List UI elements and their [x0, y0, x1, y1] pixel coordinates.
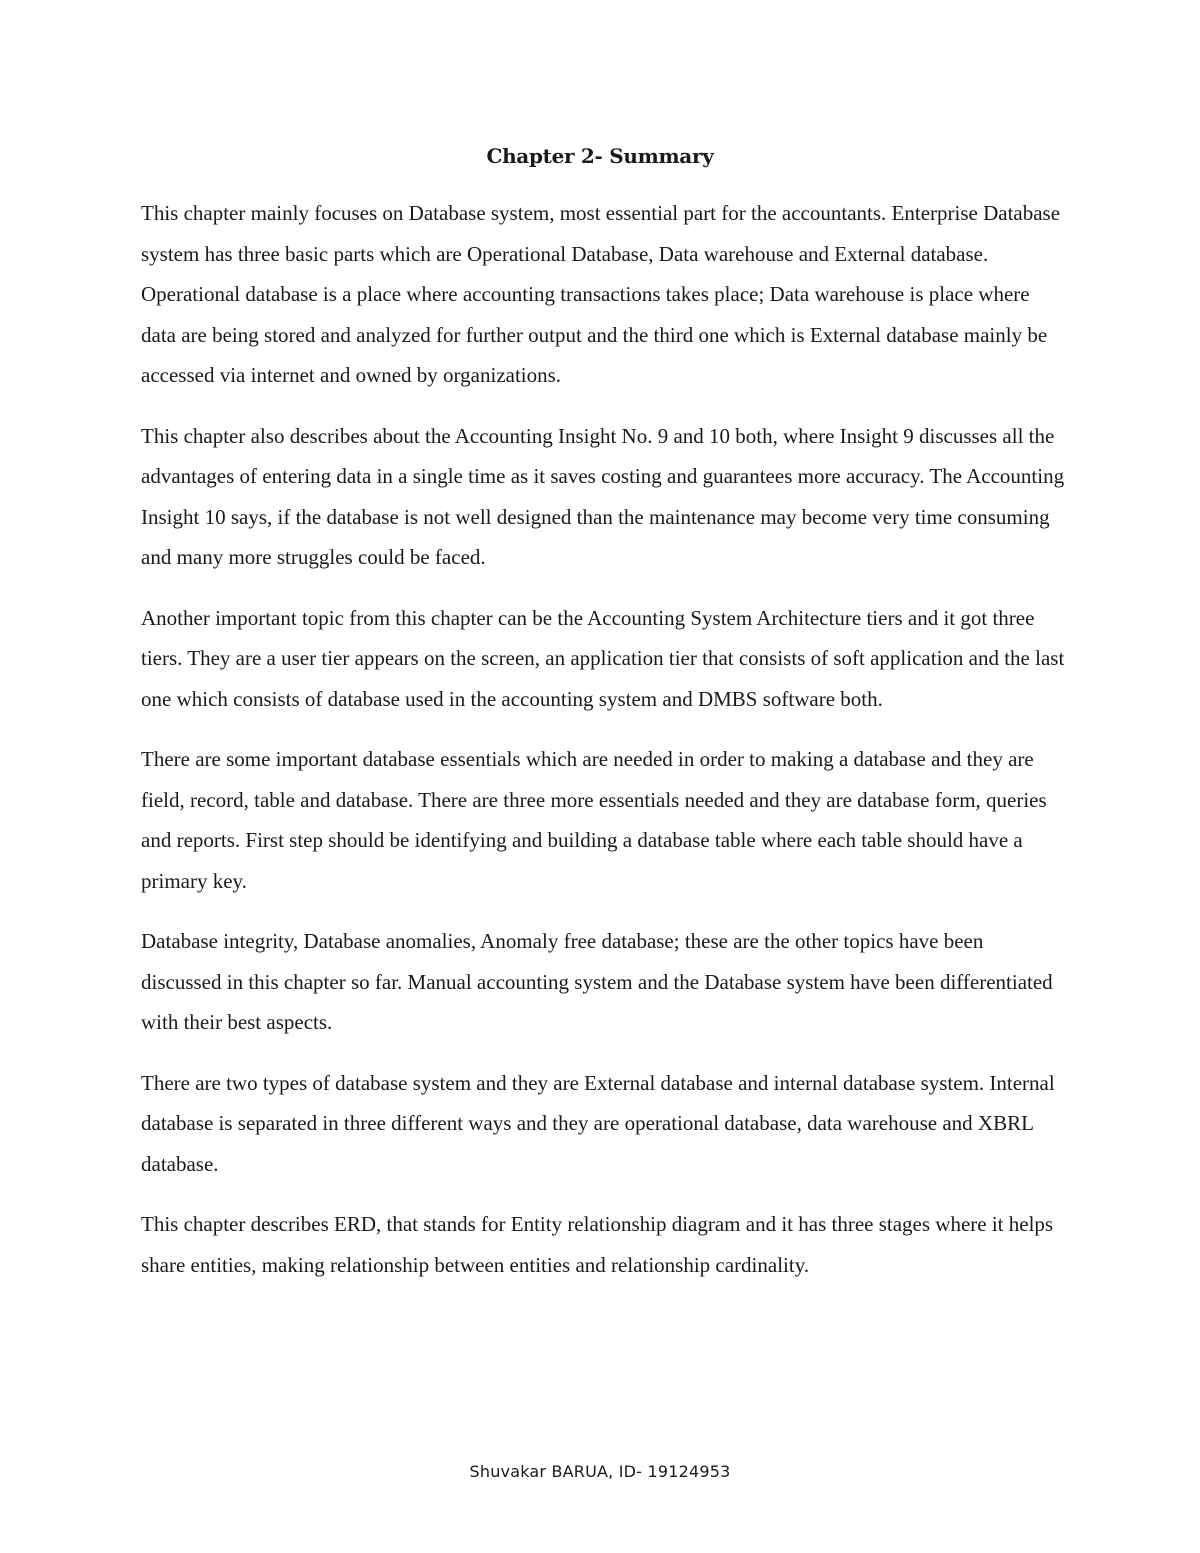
paragraph-accounting-insight: This chapter also describes about the Accounting Insight No. 9 and 10 both, where Insight 9 discusses all the advantages of entering data in a single time as it saves costing and guarantees more accuracy. The Accounting Insight 10 says, if the database is not well designed than the maintenance may become very time consuming and many more struggles could be faced. [141, 423, 1065, 569]
paragraph-architecture-tiers: Another important topic from this chapter can be the Accounting System Architecture tiers and it got three tiers. They are a user tier appears on the screen, an application tier that consists of soft application and the last one which consists of database used in the accounting system and DMBS software both. [141, 605, 1065, 711]
paragraph-database-integrity: Database integrity, Database anomalies, Anomaly free database; these are the other topics have been discussed in this chapter so far. Manual accounting system and the Database system have been differentiated with their best aspects. [141, 929, 1053, 1034]
paragraph-database-system: This chapter mainly focuses on Database system, most essential part for the accountants. Enterprise Database system has three basic parts which are Operational Database, Data warehouse and External database. Operational database is a place where accounting transactions takes place; Data warehouse is place where data are being stored and analyzed for further output and the third one which is External database mainly be accessed via internet and owned by organizations. [141, 201, 1061, 387]
paragraph-erd: This chapter describes ERD, that stands for Entity relationship diagram and it has three stages where it helps share entities, making relationship between entities and relationship cardinality. [141, 1212, 1054, 1277]
page-footer: Shuvakar BARUA, ID- 19124953 [469, 1462, 731, 1481]
page-title: Chapter 2- Summary [486, 144, 714, 168]
paragraph-database-essentials: There are some important database essentials which are needed in order to making a database and they are field, record, table and database. There are three more essentials needed and they are database form, queries and reports. First step should be identifying and building a database table where each table should have a primary key. [141, 747, 1047, 893]
paragraph-database-types: There are two types of database system and they are External database and internal database system. Internal database is separated in three different ways and they are operational database, data warehouse and XBRL database. [141, 1070, 1055, 1176]
document-body [141, 193, 1066, 1305]
